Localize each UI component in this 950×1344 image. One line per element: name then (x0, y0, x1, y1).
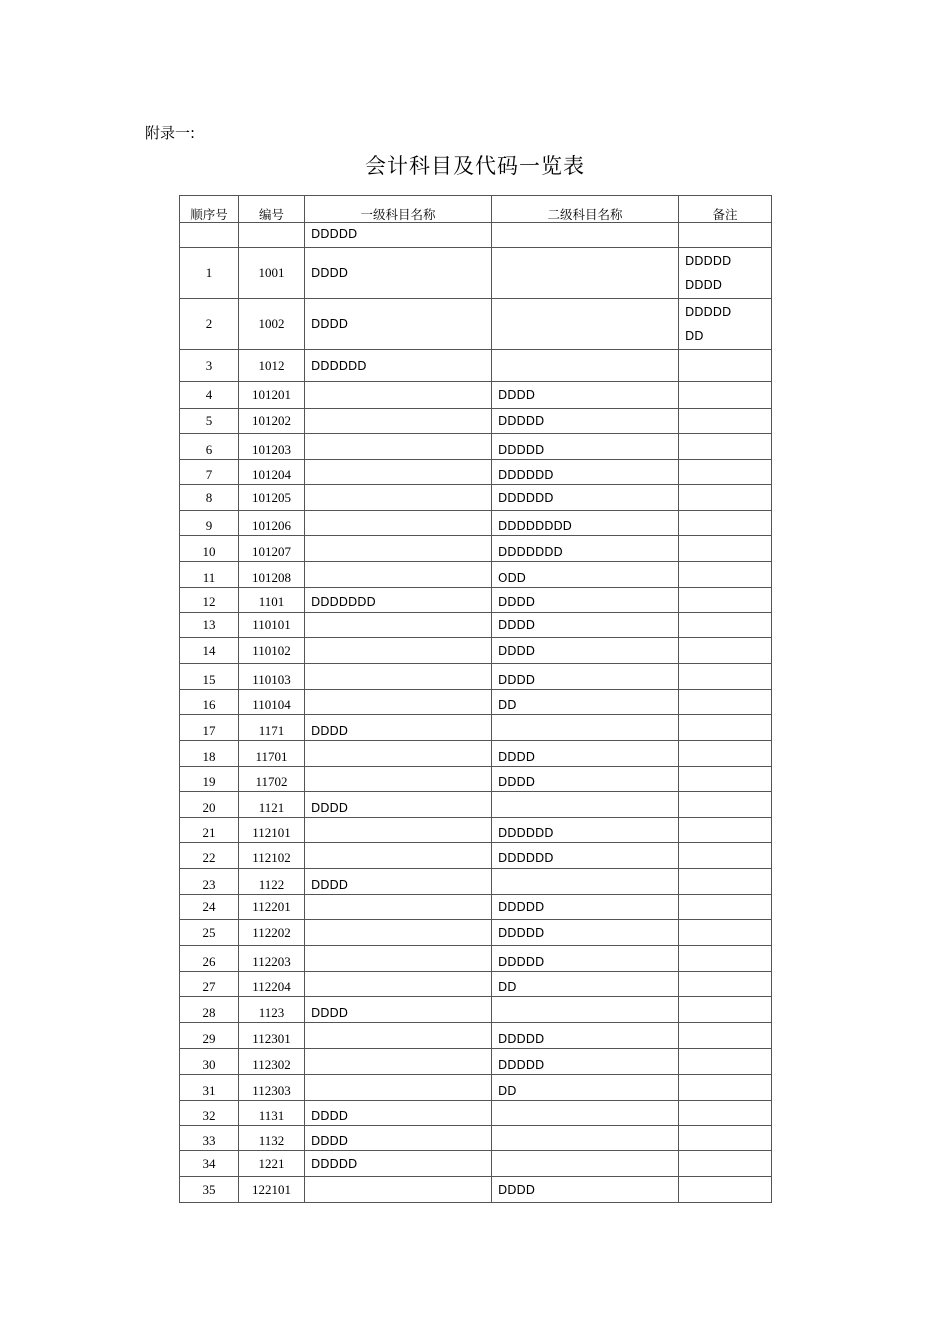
cell-code: 101203 (239, 434, 305, 460)
cell-note (679, 434, 772, 460)
table-body (180, 223, 772, 1203)
cell-note (679, 350, 772, 382)
cell-l2 (492, 1126, 679, 1151)
cell-note (679, 1177, 772, 1203)
cell-l2: DDDD (492, 588, 679, 613)
cell-note (679, 536, 772, 562)
table-row (180, 434, 772, 460)
table-row (180, 818, 772, 843)
cell-note (679, 638, 772, 664)
cell-code: 1171 (239, 715, 305, 741)
table-row (180, 1151, 772, 1177)
cell-l1 (305, 562, 492, 588)
cell-l1: DDDD (305, 715, 492, 741)
cell-note (679, 460, 772, 485)
cell-l2: DDDDDD (492, 818, 679, 843)
cell-l1 (305, 818, 492, 843)
table-row (180, 511, 772, 536)
cell-code: 1002 (239, 299, 305, 350)
cell-note (679, 223, 772, 248)
cell-l2: DDDDD (492, 434, 679, 460)
cell-l1 (305, 690, 492, 715)
cell-l1: DDDD (305, 792, 492, 818)
cell-l2: DDDD (492, 613, 679, 638)
cell-seq: 18 (180, 741, 239, 767)
table-row (180, 690, 772, 715)
cell-l2: DDDD (492, 767, 679, 792)
cell-code: 11701 (239, 741, 305, 767)
table-row (180, 946, 772, 972)
page-title: 会计科目及代码一览表 (365, 154, 585, 178)
cell-code: 110101 (239, 613, 305, 638)
cell-l2 (492, 1151, 679, 1177)
cell-l2 (492, 792, 679, 818)
cell-l2 (492, 350, 679, 382)
table-row (180, 223, 772, 248)
cell-l2 (492, 869, 679, 895)
table-row (180, 664, 772, 690)
cell-l2: DDDDDD (492, 485, 679, 511)
table-row (180, 409, 772, 434)
cell-l1 (305, 741, 492, 767)
cell-seq: 31 (180, 1075, 239, 1101)
cell-note (679, 715, 772, 741)
table-row (180, 248, 772, 299)
table-row (180, 1049, 772, 1075)
cell-seq: 35 (180, 1177, 239, 1203)
cell-l1 (305, 946, 492, 972)
cell-seq: 2 (180, 299, 239, 350)
cell-note (679, 382, 772, 409)
cell-code (239, 223, 305, 248)
cell-code: 112204 (239, 972, 305, 997)
cell-seq: 9 (180, 511, 239, 536)
table-row (180, 895, 772, 920)
cell-code: 112102 (239, 843, 305, 869)
cell-seq: 30 (180, 1049, 239, 1075)
cell-l1: DDDD (305, 869, 492, 895)
account-code-table (179, 195, 772, 1203)
cell-seq: 17 (180, 715, 239, 741)
cell-code: 1121 (239, 792, 305, 818)
cell-seq: 12 (180, 588, 239, 613)
cell-l1: DDDD (305, 997, 492, 1023)
cell-seq: 5 (180, 409, 239, 434)
cell-l2: DD (492, 1075, 679, 1101)
cell-l1 (305, 1075, 492, 1101)
table-row (180, 792, 772, 818)
cell-seq: 20 (180, 792, 239, 818)
cell-code: 112201 (239, 895, 305, 920)
cell-code: 112302 (239, 1049, 305, 1075)
cell-code: 11702 (239, 767, 305, 792)
cell-seq: 27 (180, 972, 239, 997)
cell-l1 (305, 920, 492, 946)
table-row (180, 1075, 772, 1101)
cell-l1 (305, 382, 492, 409)
cell-seq: 32 (180, 1101, 239, 1126)
cell-seq (180, 223, 239, 248)
table-row (180, 920, 772, 946)
cell-note (679, 511, 772, 536)
table-row (180, 382, 772, 409)
cell-note (679, 997, 772, 1023)
cell-seq: 34 (180, 1151, 239, 1177)
cell-l2: DDDDDDDD (492, 511, 679, 536)
cell-code: 1221 (239, 1151, 305, 1177)
cell-code: 1001 (239, 248, 305, 299)
table-row (180, 299, 772, 350)
cell-code: 122101 (239, 1177, 305, 1203)
cell-l1: DDDDDD (305, 350, 492, 382)
header-level2: 二级科目名称 (492, 196, 679, 223)
cell-note (679, 972, 772, 997)
cell-code: 101207 (239, 536, 305, 562)
cell-seq: 29 (180, 1023, 239, 1049)
cell-l2 (492, 223, 679, 248)
cell-note: DDDDD DDDD (679, 248, 772, 299)
table-header-row (180, 196, 772, 223)
table-row (180, 485, 772, 511)
cell-l1 (305, 1177, 492, 1203)
cell-note (679, 767, 772, 792)
cell-note (679, 869, 772, 895)
cell-note (679, 1049, 772, 1075)
cell-note (679, 1101, 772, 1126)
cell-code: 1132 (239, 1126, 305, 1151)
cell-code: 1122 (239, 869, 305, 895)
cell-l1 (305, 613, 492, 638)
cell-l2: DDDD (492, 664, 679, 690)
header-seq: 顺序号 (180, 196, 239, 223)
cell-note (679, 664, 772, 690)
table-row (180, 741, 772, 767)
cell-l1: DDDD (305, 299, 492, 350)
cell-l2 (492, 299, 679, 350)
cell-l2: DDDD (492, 382, 679, 409)
cell-note (679, 1023, 772, 1049)
cell-l1: DDDD (305, 1126, 492, 1151)
cell-l2: DDDDD (492, 895, 679, 920)
cell-l2 (492, 1101, 679, 1126)
cell-seq: 33 (180, 1126, 239, 1151)
cell-l2 (492, 248, 679, 299)
header-level1: 一级科目名称 (305, 196, 492, 223)
cell-l2: DDDD (492, 638, 679, 664)
cell-l2: DDDDD (492, 1023, 679, 1049)
cell-code: 101206 (239, 511, 305, 536)
cell-seq: 23 (180, 869, 239, 895)
cell-l1: DDDD (305, 1101, 492, 1126)
cell-seq: 13 (180, 613, 239, 638)
cell-l1 (305, 1049, 492, 1075)
table-row (180, 972, 772, 997)
cell-seq: 15 (180, 664, 239, 690)
table-row (180, 588, 772, 613)
cell-l2: DDDDD (492, 1049, 679, 1075)
cell-seq: 3 (180, 350, 239, 382)
table-row (180, 767, 772, 792)
table-row (180, 460, 772, 485)
table-row (180, 843, 772, 869)
appendix-label: 附录一: (145, 124, 196, 142)
cell-note (679, 1075, 772, 1101)
table-row (180, 562, 772, 588)
cell-code: 112202 (239, 920, 305, 946)
cell-l1 (305, 843, 492, 869)
table-row (180, 869, 772, 895)
cell-l1 (305, 638, 492, 664)
cell-note (679, 818, 772, 843)
cell-l1: DDDDD (305, 223, 492, 248)
cell-seq: 11 (180, 562, 239, 588)
cell-l2 (492, 997, 679, 1023)
cell-code: 1123 (239, 997, 305, 1023)
table-row (180, 1101, 772, 1126)
cell-seq: 1 (180, 248, 239, 299)
cell-code: 101201 (239, 382, 305, 409)
cell-note (679, 895, 772, 920)
cell-note (679, 946, 772, 972)
cell-seq: 28 (180, 997, 239, 1023)
cell-l2: DDDDD (492, 409, 679, 434)
cell-l1 (305, 460, 492, 485)
cell-code: 112101 (239, 818, 305, 843)
cell-code: 1012 (239, 350, 305, 382)
cell-code: 1131 (239, 1101, 305, 1126)
cell-code: 112203 (239, 946, 305, 972)
table-row (180, 1023, 772, 1049)
cell-l1 (305, 409, 492, 434)
cell-note (679, 1151, 772, 1177)
cell-note (679, 562, 772, 588)
cell-note (679, 1126, 772, 1151)
cell-note (679, 613, 772, 638)
cell-l2: DDDDD (492, 946, 679, 972)
cell-l1 (305, 511, 492, 536)
cell-seq: 10 (180, 536, 239, 562)
header-note: 备注 (679, 196, 772, 223)
cell-note (679, 920, 772, 946)
cell-l2: DDDD (492, 1177, 679, 1203)
cell-seq: 24 (180, 895, 239, 920)
table-row (180, 613, 772, 638)
cell-l2: DDDDD (492, 920, 679, 946)
cell-l1 (305, 485, 492, 511)
cell-seq: 7 (180, 460, 239, 485)
cell-l2: DDDDDDD (492, 536, 679, 562)
table-row (180, 1177, 772, 1203)
cell-l2: DDDDDD (492, 460, 679, 485)
cell-code: 112303 (239, 1075, 305, 1101)
table-row (180, 536, 772, 562)
cell-seq: 19 (180, 767, 239, 792)
cell-l2 (492, 715, 679, 741)
cell-l1 (305, 536, 492, 562)
cell-l1 (305, 895, 492, 920)
cell-code: 110102 (239, 638, 305, 664)
cell-l1 (305, 767, 492, 792)
table-row (180, 715, 772, 741)
cell-note (679, 485, 772, 511)
cell-seq: 4 (180, 382, 239, 409)
cell-l1: DDDDD (305, 1151, 492, 1177)
cell-seq: 25 (180, 920, 239, 946)
cell-l1 (305, 1023, 492, 1049)
cell-note: DDDDD DD (679, 299, 772, 350)
cell-note (679, 588, 772, 613)
cell-code: 101205 (239, 485, 305, 511)
cell-seq: 21 (180, 818, 239, 843)
cell-code: 112301 (239, 1023, 305, 1049)
cell-seq: 6 (180, 434, 239, 460)
cell-l2: DDDDDD (492, 843, 679, 869)
header-code: 编号 (239, 196, 305, 223)
cell-code: 101208 (239, 562, 305, 588)
cell-seq: 22 (180, 843, 239, 869)
cell-code: 1101 (239, 588, 305, 613)
cell-note (679, 792, 772, 818)
table-row (180, 350, 772, 382)
cell-note (679, 843, 772, 869)
cell-l1 (305, 972, 492, 997)
cell-seq: 16 (180, 690, 239, 715)
cell-l2: ODD (492, 562, 679, 588)
cell-l2: DDDD (492, 741, 679, 767)
cell-l2: DD (492, 972, 679, 997)
cell-seq: 14 (180, 638, 239, 664)
cell-note (679, 409, 772, 434)
table-row (180, 638, 772, 664)
cell-l2: DD (492, 690, 679, 715)
cell-l1: DDDD (305, 248, 492, 299)
cell-l1 (305, 664, 492, 690)
cell-note (679, 690, 772, 715)
cell-code: 101202 (239, 409, 305, 434)
cell-note (679, 741, 772, 767)
cell-l1 (305, 434, 492, 460)
table-row (180, 1126, 772, 1151)
cell-code: 101204 (239, 460, 305, 485)
table-row (180, 997, 772, 1023)
cell-seq: 8 (180, 485, 239, 511)
cell-l1: DDDDDDD (305, 588, 492, 613)
cell-seq: 26 (180, 946, 239, 972)
cell-code: 110104 (239, 690, 305, 715)
cell-code: 110103 (239, 664, 305, 690)
